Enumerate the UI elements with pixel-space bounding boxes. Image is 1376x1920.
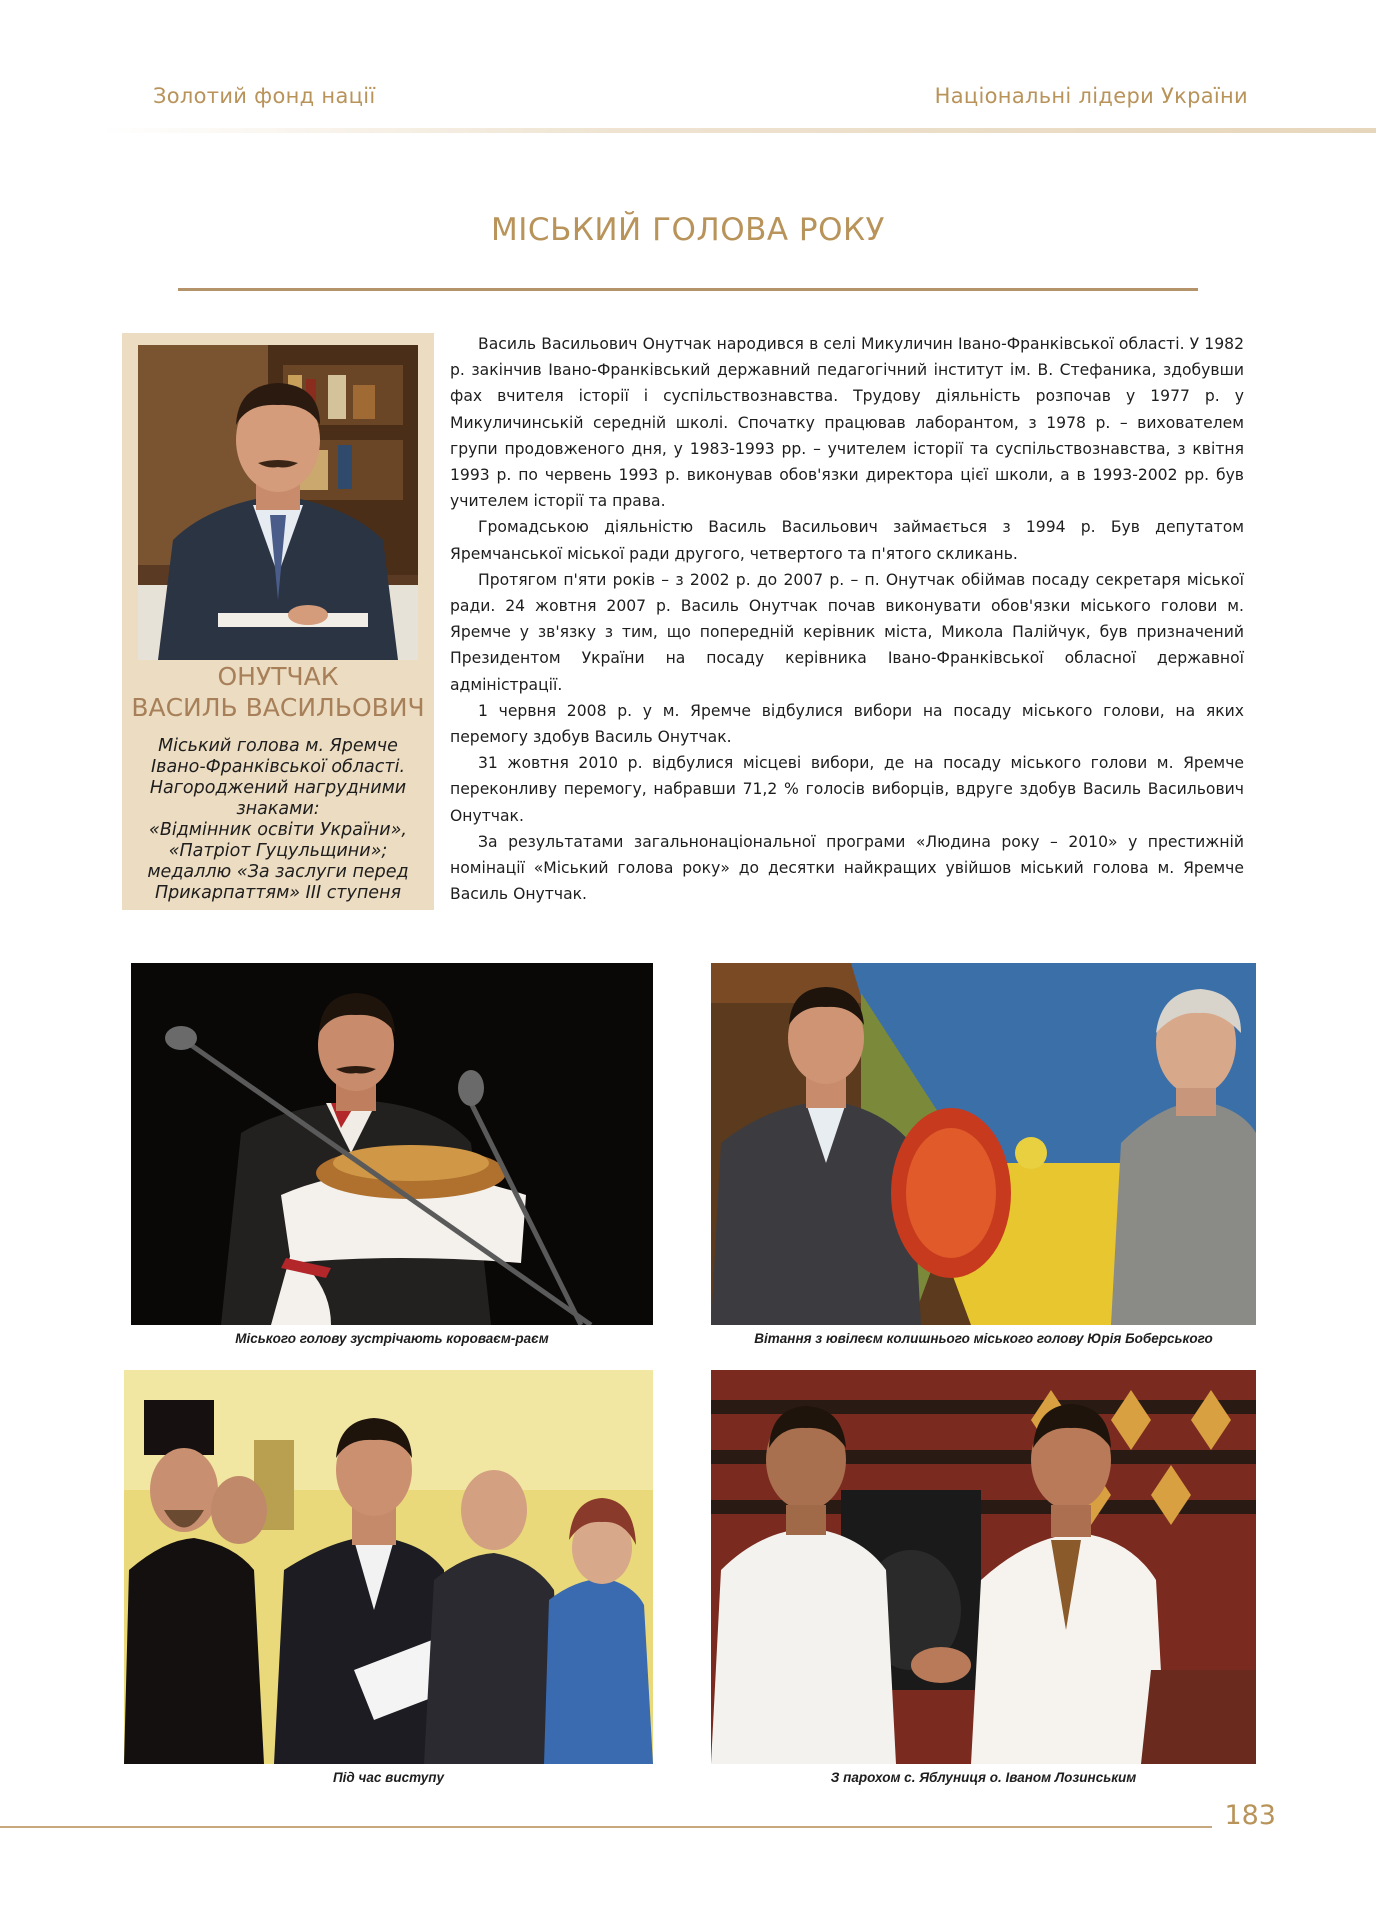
photo-anniversary-greeting xyxy=(711,963,1256,1325)
profile-description-line: Міський голова м. Яремче xyxy=(158,736,398,756)
photo-korovai-greeting xyxy=(131,963,653,1325)
article-paragraph: 1 червня 2008 р. у м. Яремче відбулися вибори на посаду міського голови, на яких перемогу здобув Василь Онутчак. xyxy=(450,701,1244,747)
profile-description xyxy=(128,736,428,904)
running-header-right: Національні лідери України xyxy=(934,84,1248,108)
photo-with-parish-priest xyxy=(711,1370,1256,1764)
article-paragraph: За результатами загальнонаціональної програми «Людина року – 2010» у престижній номінації «Міський голова року» до десятки найкращих увійшов міський голова м. Яремче Василь Онутчак. xyxy=(450,832,1244,904)
profile-description-line: Прикарпаттям» ІІІ ступеня xyxy=(154,883,402,903)
profile-description-line: знаками: xyxy=(236,799,320,819)
article-paragraph: 31 жовтня 2010 р. відбулися місцеві вибори, де на посаду міського голови м. Яремче переконливу перемогу, набравши 71,2 % голосів виборців, вдруге здобув Василь Васильович Онутчак. xyxy=(450,754,1244,825)
title-rule xyxy=(178,288,1198,291)
article-paragraph: Громадською діяльністю Василь Васильович займається з 1994 р. Був депутатом Яремчанської міської ради другого, четвертого та п'ятого скликань. xyxy=(450,518,1244,563)
article-paragraph: Василь Васильович Онутчак народився в селі Микуличин Івано-Франківської області. У 1982 р. закінчив Івано-Франківський державний педагогічний інститут ім. В. Стефаника, здобувши фах вчителя історії і суспільствознавства. Трудову діяльність розпочав у 1977 р. у Микуличинській середній школі. Спочатку працював лаборантом, з 1978 р. – вихователем групи продовженого дня, у 1983-1993 рр. – учителем історії та суспільствознавства, з квітня 1993 р. по червень 1993 р. виконував обов'язки директора цієї школи, а в 1993-2002 рр. був учителем історії та права. xyxy=(450,335,1244,511)
profile-description-line: «Патріот Гуцульщини»; xyxy=(168,841,388,861)
footer-rule xyxy=(0,1826,1212,1828)
page-title: МІСЬКИЙ ГОЛОВА РОКУ xyxy=(491,212,885,248)
profile-description-line: Нагороджений нагрудними xyxy=(149,778,407,798)
photo-caption: Міського голову зустрічають короваєм-раєм xyxy=(235,1331,549,1346)
portrait-photo xyxy=(138,345,418,660)
photo-caption: Вітання з ювілеєм колишнього міського голову Юрія Боберського xyxy=(754,1331,1213,1346)
profile-sidebar xyxy=(122,333,434,910)
profile-name xyxy=(122,661,434,723)
article-paragraph: Протягом п'яти років – з 2002 р. до 2007 р. – п. Онутчак обіймав посаду секретаря міської ради. 24 жовтня 2007 р. Василь Онутчак почав виконувати обов'язки міського голови м. Яремче у зв'язку з тим, що попередній керівник міста, Микола Палійчук, був призначений Президентом України на посаду керівника Івано-Франківської обласної державної адміністрації. xyxy=(450,570,1244,694)
photo-caption: Під час виступу xyxy=(332,1770,445,1785)
profile-given-names: ВАСИЛЬ ВАСИЛЬОВИЧ xyxy=(131,693,425,722)
article-body xyxy=(450,331,1244,907)
photo-caption: З парохом с. Яблуниця о. Іваном Лозинським xyxy=(830,1770,1137,1785)
profile-description-line: Івано-Франківської області. xyxy=(150,757,406,777)
running-header-left: Золотий фонд нації xyxy=(153,84,376,108)
profile-surname: ОНУТЧАК xyxy=(217,662,339,691)
header-rule xyxy=(100,128,1376,133)
profile-description-line: медаллю «За заслуги перед xyxy=(147,862,409,882)
page-number: 183 xyxy=(1224,1800,1276,1831)
photo-during-speech xyxy=(124,1370,653,1764)
profile-description-line: «Відмінник освіти України», xyxy=(149,820,407,840)
